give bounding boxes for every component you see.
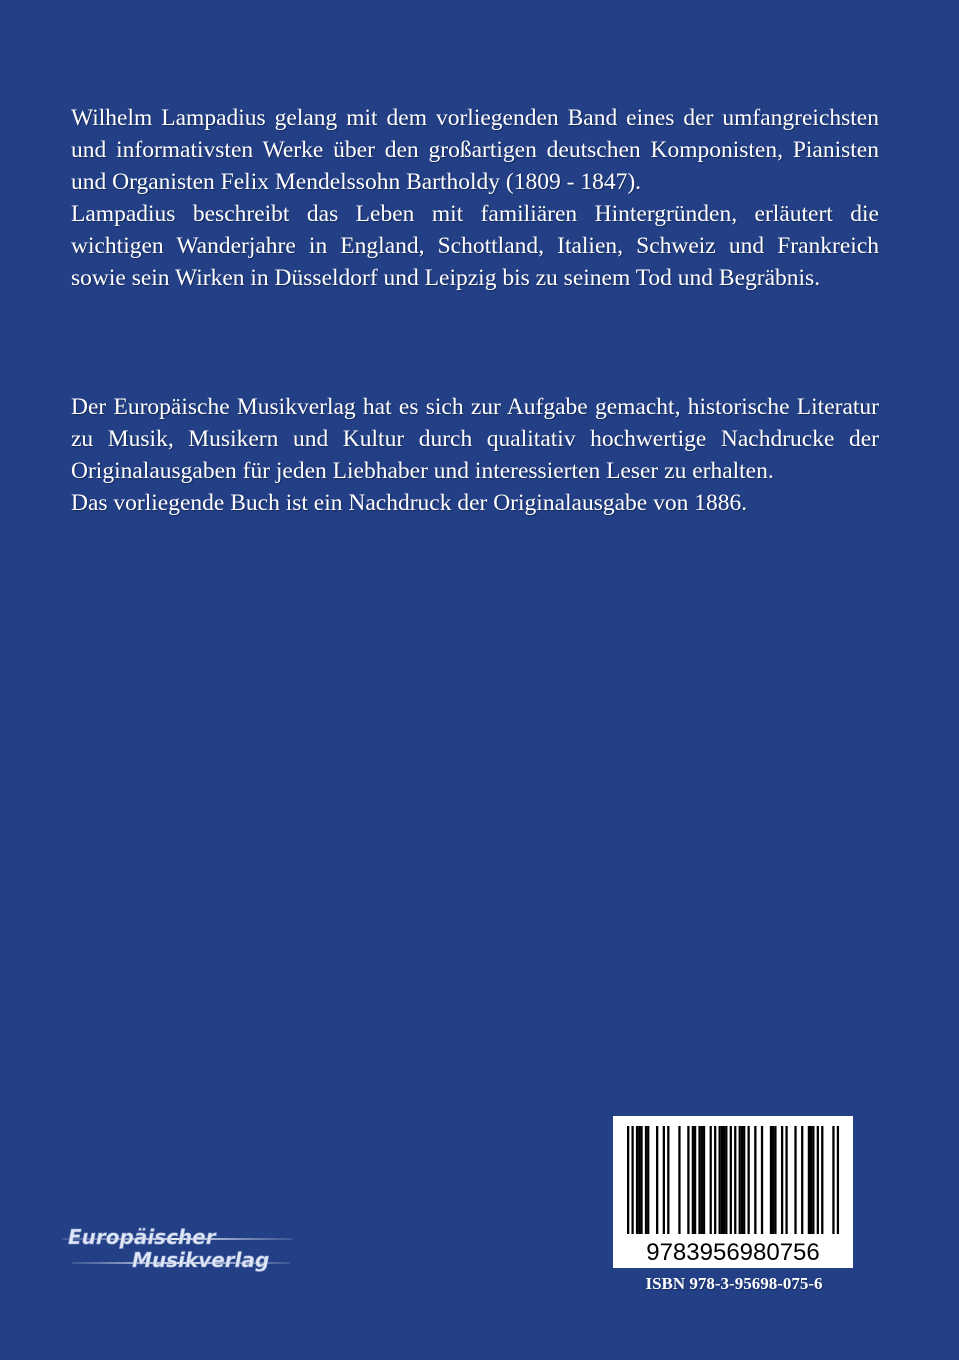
barcode-bar	[631, 1126, 633, 1234]
barcode-bar	[721, 1126, 723, 1234]
barcode-bar	[701, 1126, 703, 1234]
barcode-bar	[772, 1126, 774, 1234]
barcode-bar	[647, 1126, 649, 1234]
barcode-bar	[810, 1126, 812, 1234]
publisher-logo	[62, 1220, 292, 1276]
barcode-bar	[812, 1126, 814, 1234]
barcode-bar	[663, 1126, 665, 1234]
barcode-bar	[761, 1126, 763, 1234]
barcode-bar	[808, 1126, 810, 1234]
barcode-bar	[692, 1126, 694, 1234]
logo-line-2: Musikverlag	[132, 1248, 270, 1272]
barcode-bar	[774, 1126, 776, 1234]
barcode-bar	[636, 1126, 638, 1234]
barcode-bar	[754, 1126, 756, 1234]
barcode-bar	[723, 1126, 725, 1234]
barcode-bar	[714, 1126, 716, 1234]
barcode-bar	[739, 1126, 741, 1234]
barcode-bar	[748, 1126, 750, 1234]
barcode-bar	[710, 1126, 712, 1234]
description-paragraph: Lampadius beschreibt das Leben mit familiären Hintergründen, erläutert die wichtigen Wanderjahre in England, Schottland, Italien, Schweiz und Frankreich sowie sein Wirken in Düsseldorf und Leipzig bis zu seinem Tod und Begräbnis.	[71, 201, 879, 291]
barcode-bar	[718, 1126, 720, 1234]
barcode-bar	[734, 1126, 736, 1234]
barcode-bar	[694, 1126, 696, 1234]
description-paragraph: Wilhelm Lampadius gelang mit dem vorliegenden Band eines der umfangreichsten und informativsten Werke über den großartigen deutschen Komponisten, Pianisten und Organisten Felix Mendelssohn Bartholdy (1809 - 1847).	[71, 105, 879, 195]
barcode-digits: 9783956980756	[646, 1239, 820, 1266]
barcode-bar	[627, 1126, 629, 1234]
barcode-bar	[741, 1126, 743, 1234]
isbn-label: ISBN 978-3-95698-075-6	[645, 1274, 823, 1293]
barcode-bar	[785, 1126, 787, 1234]
barcode-bar	[698, 1126, 700, 1234]
description-block-publisher	[71, 391, 879, 519]
barcode-bar	[638, 1126, 640, 1234]
barcode	[613, 1116, 853, 1268]
barcode-bar	[678, 1126, 680, 1234]
publisher-logo-graphic	[62, 1220, 292, 1276]
barcode-bar	[656, 1126, 658, 1234]
description-block-biography	[71, 102, 879, 294]
barcode-bar	[743, 1126, 745, 1234]
barcode-bar	[770, 1126, 772, 1234]
description-paragraph: Der Europäische Musikverlag hat es sich zur Aufgabe gemacht, historische Literatur zu Musik, Musikern und Kultur durch qualitativ hochwertige Nachdrucke der Originalausgaben für jeden Liebhaber und interessierten Leser zu erhalten.	[71, 394, 879, 484]
barcode-graphic	[613, 1116, 853, 1268]
barcode-bar	[645, 1126, 647, 1234]
barcode-bar	[730, 1126, 732, 1234]
barcode-bar	[832, 1126, 834, 1234]
barcode-bar	[781, 1126, 783, 1234]
barcode-bar	[667, 1126, 669, 1234]
barcode-bar	[801, 1126, 803, 1234]
barcode-bar	[837, 1126, 839, 1234]
barcode-bar	[725, 1126, 727, 1234]
barcode-bars	[627, 1126, 839, 1234]
barcode-bar	[703, 1126, 705, 1234]
logo-line-1: Europäischer	[68, 1225, 216, 1249]
barcode-bar	[794, 1126, 796, 1234]
description-paragraph: Das vorliegende Buch ist ein Nachdruck der Originalausgabe von 1886.	[71, 490, 748, 516]
barcode-bar	[640, 1126, 642, 1234]
barcode-bar	[821, 1126, 823, 1234]
barcode-bar	[817, 1126, 819, 1234]
barcode-bar	[687, 1126, 689, 1234]
